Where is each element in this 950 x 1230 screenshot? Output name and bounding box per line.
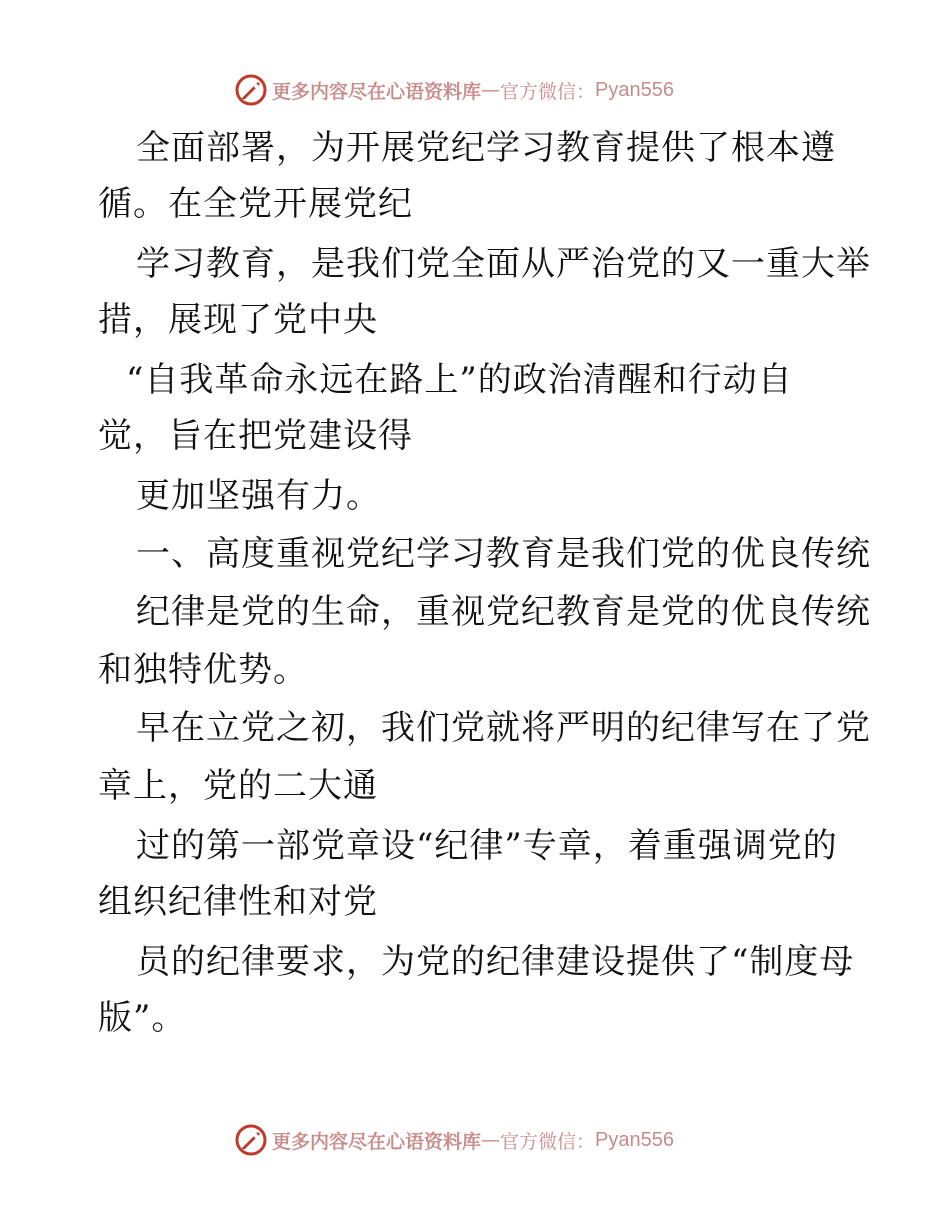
body-line: 学习教育，是我们党全面从严治党的又一重大举 — [136, 244, 871, 284]
quill-pen-seal-icon — [234, 1123, 268, 1157]
watermark-wechat-id: Pyan556 — [595, 1128, 674, 1151]
watermark-wechat-label: 官方微信： — [500, 1130, 596, 1153]
body-line: 纪律是党的生命，重视党纪教育是党的优良传统 — [136, 592, 871, 632]
watermark-brand-text: 更多内容尽在心语资料库 — [272, 80, 482, 103]
body-line: 员的纪律要求，为党的纪律建设提供了“制度母 — [136, 942, 855, 982]
body-line: 和独特优势。 — [98, 650, 308, 690]
watermark-dash: — — [481, 1129, 501, 1151]
watermark-dash: — — [481, 79, 501, 101]
body-line: 组织纪律性和对党 — [98, 882, 378, 922]
body-line: 章上，党的二大通 — [98, 766, 378, 806]
body-line: 措，展现了党中央 — [98, 300, 378, 340]
body-line: 觉，旨在把党建设得 — [98, 416, 413, 456]
footer-watermark — [234, 1122, 674, 1158]
body-line: 循。在全党开展党纪 — [98, 184, 413, 224]
body-line: 过的第一部党章设“纪律”专章，着重强调党的 — [136, 826, 838, 866]
watermark-wechat-label: 官方微信： — [500, 80, 596, 103]
quill-pen-seal-icon — [234, 73, 268, 107]
header-watermark — [234, 72, 674, 108]
section-heading: 一、高度重视党纪学习教育是我们党的优良传统 — [136, 534, 871, 574]
body-line: 早在立党之初，我们党就将严明的纪律写在了党 — [136, 708, 871, 748]
watermark-wechat-id: Pyan556 — [595, 78, 674, 101]
body-line: 版”。 — [98, 998, 187, 1038]
body-line: 更加坚强有力。 — [136, 476, 381, 516]
watermark-brand-text: 更多内容尽在心语资料库 — [272, 1130, 482, 1153]
body-line: 全面部署，为开展党纪学习教育提供了根本遵 — [136, 128, 836, 168]
body-line: “自我革命永远在路上”的政治清醒和行动自 — [126, 360, 793, 400]
